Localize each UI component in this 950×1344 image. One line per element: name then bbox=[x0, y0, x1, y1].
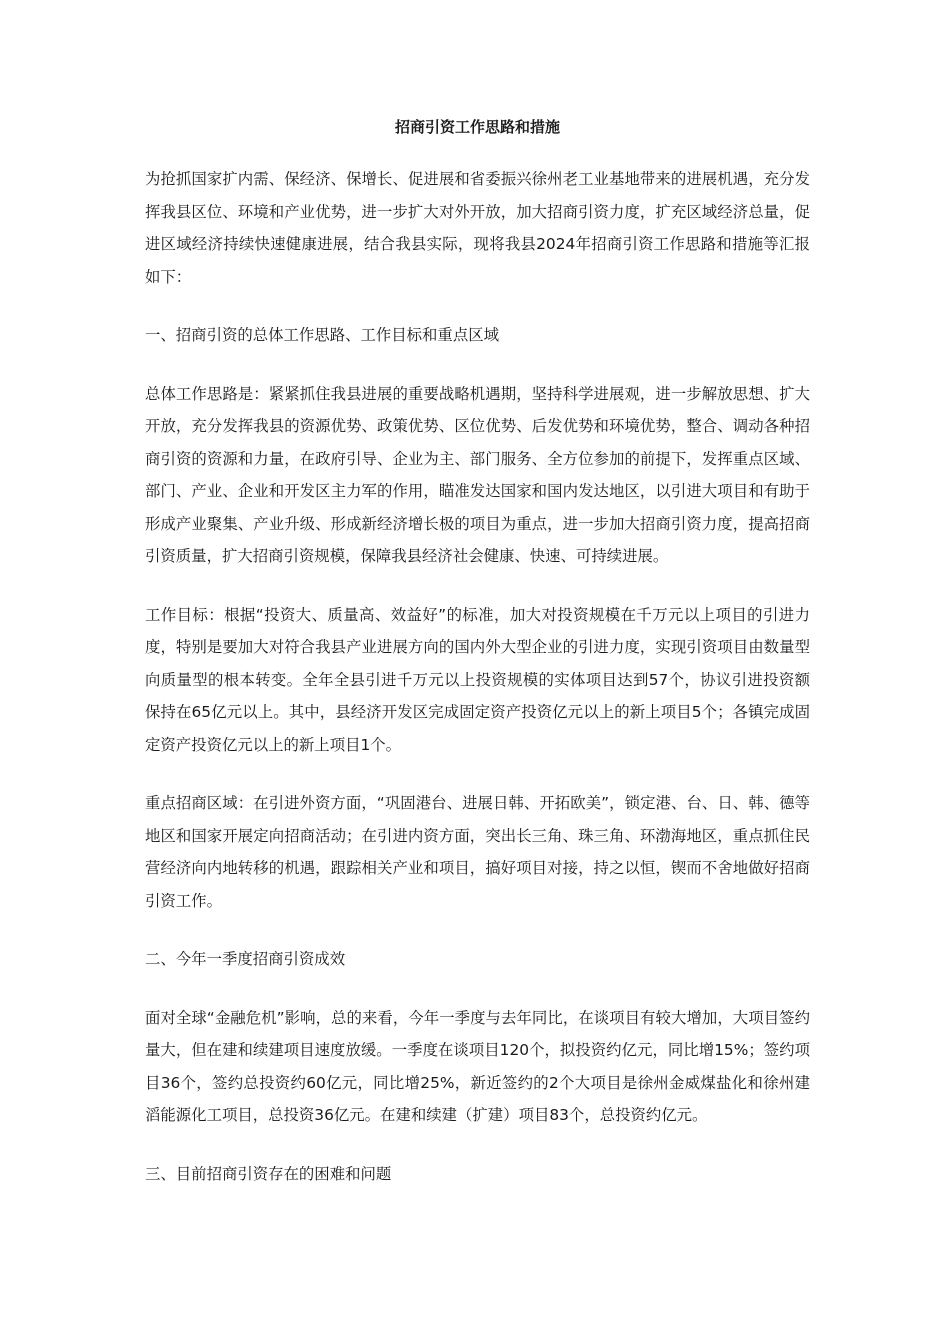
intro-paragraph: 为抢抓国家扩内需、保经济、保增长、促进展和省委振兴徐州老工业基地带来的进展机遇，充分发挥我县区位、环境和产业优势，进一步扩大对外开放，加大招商引资力度，扩充区域经济总量，促进区域经济持续快速健康进展，结合我县实际，现将我县2024年招商引资工作思路和措施等汇报如下： bbox=[145, 170, 810, 286]
document-title: 招商引资工作思路和措施 bbox=[394, 118, 560, 136]
section-1-heading: 一、招商引资的总体工作思路、工作目标和重点区域 bbox=[145, 326, 499, 344]
section-1-paragraph-key-regions: 重点招商区域：在引进外资方面，“巩固港台、进展日韩、开拓欧美”，锁定港、台、日、韩、德等地区和国家开展定向招商活动；在引进内资方面，突出长三角、珠三角、环渤海地区，重点抓住民营经济向内地转移的机遇，跟踪相关产业和项目，搞好项目对接，持之以恒，锲而不舍地做好招商引资工作。 bbox=[145, 794, 810, 910]
document-body bbox=[145, 112, 810, 1216]
section-1-paragraph-overall-approach: 总体工作思路是：紧紧抓住我县进展的重要战略机遇期，坚持科学进展观，进一步解放思想、扩大开放，充分发挥我县的资源优势、政策优势、区位优势、后发优势和环境优势，整合、调动各种招商引资的资源和力量，在政府引导、企业为主、部门服务、全方位参加的前提下，发挥重点区域、部门、产业、企业和开发区主力军的作用，瞄准发达国家和国内发达地区，以引进大项目和有助于形成产业聚集、产业升级、形成新经济增长极的项目为重点，进一步加大招商引资力度，提高招商引资质量，扩大招商引资规模，保障我县经济社会健康、快速、可持续进展。 bbox=[145, 384, 810, 565]
section-2-heading: 二、今年一季度招商引资成效 bbox=[145, 950, 346, 968]
section-2-paragraph-results: 面对全球“金融危机”影响，总的来看，今年一季度与去年同比，在谈项目有较大增加，大项目签约量大，但在建和续建项目速度放缓。一季度在谈项目120个，拟投资约亿元，同比增15%；签约项目36个，签约总投资约60亿元，同比增25%，新近签约的2个大项目是徐州金威煤盐化和徐州建滔能源化工项目，总投资36亿元。在建和续建（扩建）项目83个，总投资约亿元。 bbox=[145, 1008, 810, 1124]
section-1-paragraph-work-goals: 工作目标：根据“投资大、质量高、效益好”的标准，加大对投资规模在千万元以上项目的引进力度，特别是要加大对符合我县产业进展方向的国内外大型企业的引进力度，实现引资项目由数量型向质量型的根本转变。全年全县引进千万元以上投资规模的实体项目达到57个，协议引进投资额保持在65亿元以上。其中，县经济开发区完成固定资产投资亿元以上的新上项目5个；各镇完成固定资产投资亿元以上的新上项目1个。 bbox=[145, 605, 810, 754]
section-3-heading: 三、目前招商引资存在的困难和问题 bbox=[145, 1164, 392, 1183]
